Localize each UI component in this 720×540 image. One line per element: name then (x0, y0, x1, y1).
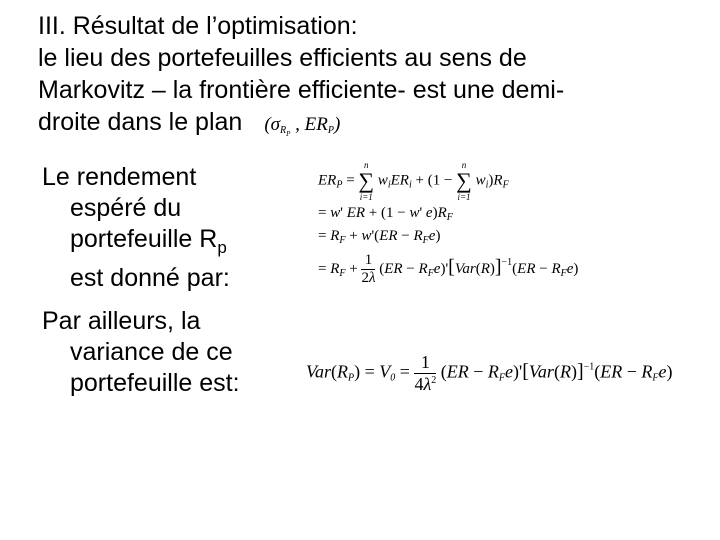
bullet1-line-3 (42, 224, 230, 263)
bullet1-line-3-text: portefeuille R (70, 225, 218, 253)
bullet1-line-4: est donné par: (70, 264, 230, 292)
equation-expected-return: $ER_P$ = n ∑ i=1 $w_iER_i + (1$ − n ∑ i=1 $w_i)R_F$ (318, 160, 509, 202)
equation-excess-form: = $R_F + w'(ER - R_Fe)$ (318, 228, 441, 246)
title-line-4 (38, 106, 698, 150)
bullet1-line-2: espéré du (70, 194, 182, 222)
title-line-4-text: droite dans le plan (38, 108, 243, 136)
bullet1-line-1: Le rendement (42, 163, 197, 191)
title-line-2: le lieu des portefeuilles efficients au sens de (38, 44, 527, 72)
slide-title (38, 10, 698, 150)
title-line-3: Markovitz – la frontière efficiente- est une demi- (38, 76, 565, 104)
bullet2-line-3: portefeuille est: (70, 369, 240, 397)
bullet1-subscript: p (217, 238, 227, 257)
title-line-1: III. Résultat de l’optimisation: (38, 12, 358, 40)
bullet2-line-2: variance de ce (70, 338, 233, 366)
bullet-variance (42, 306, 240, 399)
equation-variance: Var(RP) = V0 = $\frac{1}{4\lambda^2}$ $(ER - RFe)'[Var(R)]^{-1}(ER - RFe)$ (306, 352, 673, 394)
equation-vector-form: = w' ER + (1 − w' $e)R_F$ (318, 205, 453, 223)
equation-optimal-return: = $R_F$ + $\frac{1}{2\lambda}$ $(ER - R_Fe)'[Var(R)]^{-1}(ER - R_Fe)$ (318, 252, 579, 286)
plane-formula: ($\sigma R_P$ , ERP) (264, 114, 341, 138)
bullet-expected-return (42, 162, 230, 294)
bullet2-line-1: Par ailleurs, la (42, 307, 201, 335)
